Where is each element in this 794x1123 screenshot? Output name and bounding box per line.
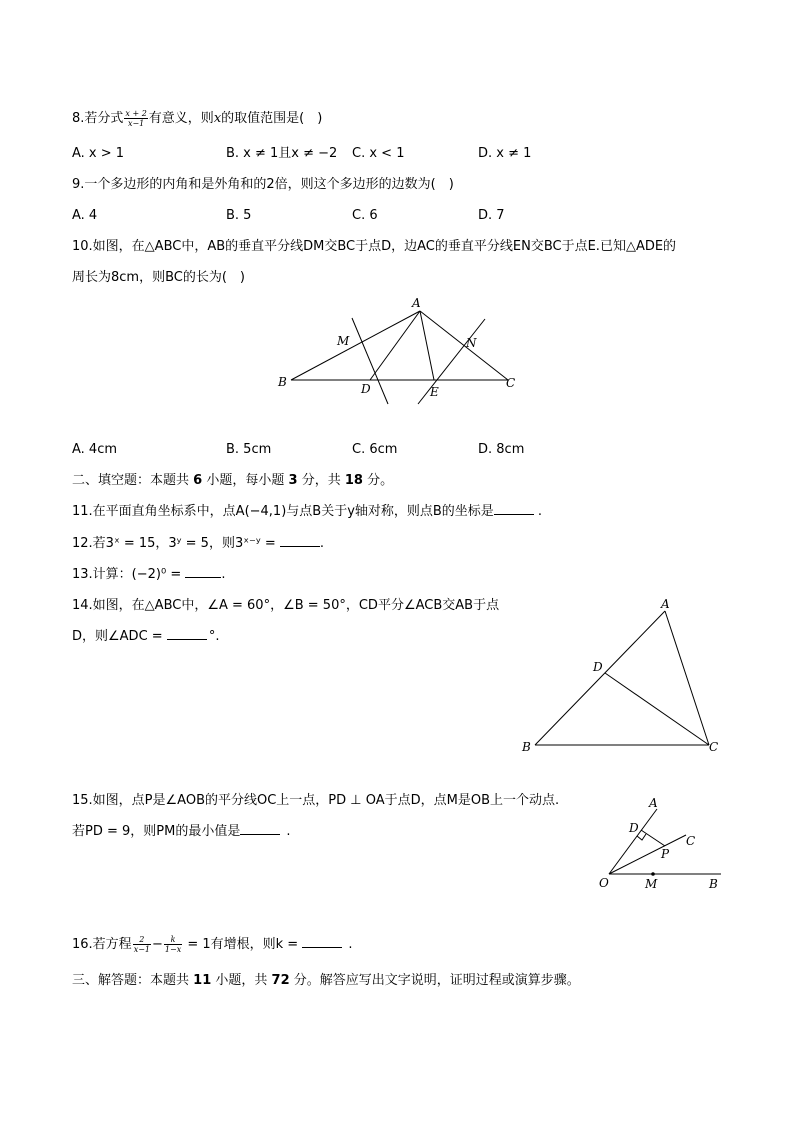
section2-mid2: 分，共 <box>301 473 341 488</box>
q15-end: . <box>286 824 291 839</box>
q9-option-a: A. 4 <box>72 208 98 223</box>
q11-end: . <box>537 504 542 519</box>
q8-option-c: C. x < 1 <box>352 146 405 161</box>
q15-label-o: O <box>599 876 609 890</box>
q15-label-p: P <box>661 847 670 861</box>
q15-label-b: B <box>709 877 718 891</box>
section2-per: 3 <box>288 473 298 488</box>
q16-frac1-num: 2 <box>133 935 151 945</box>
q15-stem-line1: 15.如图，点P是∠AOB的平分线OC上一点，PD ⊥ OA于点D，点M是OB上一个动点. <box>72 793 560 808</box>
q10-option-c: C. 6cm <box>352 442 398 457</box>
q16-answer-blank[interactable] <box>302 947 342 948</box>
q15-point-m <box>651 872 655 876</box>
q9-option-b: B. 5 <box>226 208 252 223</box>
q16-fraction-1 <box>133 935 151 954</box>
q16-prefix: 16.若方程 <box>72 937 132 952</box>
q12-text: 12.若3ˣ = 15，3ʸ = 5，则3ˣ⁻ʸ = <box>72 536 280 551</box>
q14-stem-line1: 14.如图，在△ABC中，∠A = 60°，∠B = 50°，CD平分∠ACB交AB于点 <box>72 598 500 613</box>
q10-label-b: B <box>278 375 287 389</box>
q10-stem-line2: 周长为8cm，则BC的长为( ) <box>72 270 245 285</box>
q8-prefix: 8.若分式 <box>72 111 124 126</box>
q10-label-e: E <box>430 385 439 399</box>
q15-label-a: A <box>649 796 658 810</box>
q8-frac-den: x−1 <box>127 119 145 128</box>
q9-option-d: D. 7 <box>478 208 505 223</box>
q9-option-c: C. 6 <box>352 208 378 223</box>
q15-ray-oa <box>609 809 657 874</box>
section2-mid: 小题，每小题 <box>206 473 285 488</box>
q15-line2-text: 若PD = 9，则PM的最小值是 <box>72 824 241 839</box>
q16-suffix: = 1有增根，则k = <box>183 937 303 952</box>
section3-heading <box>72 972 580 990</box>
q16-fraction-2 <box>164 935 182 954</box>
q15-label-c: C <box>686 834 696 848</box>
q15-label-m: M <box>645 877 658 891</box>
q16-frac2-den: 1−x <box>164 945 182 954</box>
q13-end: . <box>221 567 226 582</box>
section2-lead: 二、填空题：本题共 <box>72 473 190 488</box>
q16-end: . <box>348 937 353 952</box>
q14-label-b: B <box>522 740 531 754</box>
q10-option-b: B. 5cm <box>226 442 272 457</box>
q8-var: x <box>213 111 222 126</box>
q15-ray-oc <box>609 835 686 874</box>
q16-frac2-num: k <box>164 935 182 945</box>
q16-minus: − <box>152 937 163 952</box>
q10-option-a: A. 4cm <box>72 442 118 457</box>
section3-mid: 小题，共 <box>215 973 268 988</box>
section3-end: 分。解答应写出文字说明，证明过程或演算步骤。 <box>293 973 580 988</box>
q8-option-b: B. x ≠ 1且x ≠ −2 <box>226 146 338 161</box>
q9-stem: 9.一个多边形的内角和是外角和的2倍，则这个多边形的边数为( ) <box>72 177 454 192</box>
q8-option-d: D. x ≠ 1 <box>478 146 532 161</box>
q15-segment-pd <box>641 830 665 846</box>
q16-stem <box>72 935 352 954</box>
section2-total: 18 <box>344 473 363 488</box>
q16-frac1-den: x−1 <box>133 945 150 954</box>
q10-label-m: M <box>337 334 350 348</box>
q10-stem-line1: 10.如图，在△ABC中，AB的垂直平分线DM交BC于点D，边AC的垂直平分线EN交BC于点E.已知△ADE的 <box>72 239 677 254</box>
section2-count: 6 <box>193 473 203 488</box>
section3-lead: 三、解答题：本题共 <box>72 973 190 988</box>
q14-line2-text: D，则∠ADC = <box>72 629 167 644</box>
q10-label-n: N <box>466 336 477 350</box>
q8-option-a: A. x > 1 <box>72 146 125 161</box>
section3-count: 11 <box>193 973 212 988</box>
q14-label-c: C <box>709 740 719 754</box>
q14-end: °. <box>208 629 220 644</box>
q10-label-d: D <box>361 382 371 396</box>
q10-label-a: A <box>412 296 421 310</box>
q14-label-d: D <box>593 660 603 674</box>
q10-option-d: D. 8cm <box>478 442 525 457</box>
section2-end: 分。 <box>367 473 394 488</box>
q11-text: 11.在平面直角坐标系中，点A(−4,1)与点B关于y轴对称，则点B的坐标是 <box>72 504 494 519</box>
q8-middle: 有意义，则 <box>148 111 214 126</box>
q12-end: . <box>319 536 325 551</box>
q15-label-d: D <box>629 821 639 835</box>
q13-text: 13.计算：(−2)⁰ = <box>72 567 186 582</box>
q10-label-c: C <box>506 376 516 390</box>
section3-total: 72 <box>271 973 290 988</box>
q8-frac-num: x + 2 <box>125 109 147 118</box>
q8-suffix: 的取值范围是( ) <box>221 111 323 126</box>
q14-label-a: A <box>661 597 670 611</box>
